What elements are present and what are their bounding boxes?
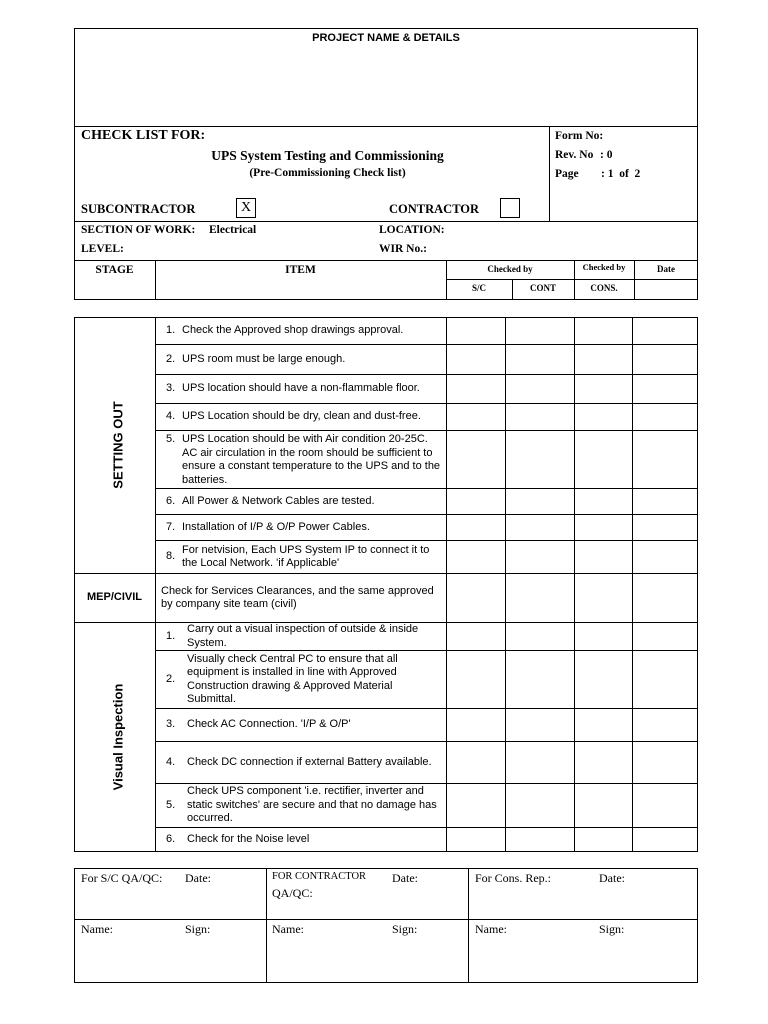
item-text: Check for Services Clearances, and the same approved by company site team (civil) xyxy=(161,584,434,610)
list-item xyxy=(155,431,447,488)
item-text: All Power & Network Cables are tested. xyxy=(182,494,375,507)
item-text: For netvision, Each UPS System IP to connect it to the Local Network. 'if Applicable' xyxy=(182,543,430,569)
contractor-label: CONTRACTOR xyxy=(389,202,480,216)
contractor-checkbox[interactable] xyxy=(500,198,520,218)
section-of-work-label: SECTION OF WORK: xyxy=(81,224,196,236)
location-label: LOCATION: xyxy=(379,224,445,236)
item-number: 8. xyxy=(166,550,176,563)
cons-rep-label: For Cons. Rep.: xyxy=(475,871,552,885)
checklist-title: UPS System Testing and Commissioning xyxy=(211,148,444,163)
mep-civil-stage-label: MEP/CIVIL xyxy=(86,591,142,603)
level-label: LEVEL: xyxy=(81,243,124,255)
item-number: 3. xyxy=(166,718,176,731)
cons-header: CONS. xyxy=(590,283,618,293)
cons-sign-label: Sign: xyxy=(599,922,625,936)
item-text: UPS location should have a non-flammable floor. xyxy=(182,382,420,395)
contractor-qaqc-label-1: FOR CONTRACTOR xyxy=(272,871,367,882)
contractor-qaqc-label-2: QA/QC: xyxy=(272,886,313,900)
list-item xyxy=(155,345,447,374)
list-item xyxy=(155,515,447,540)
checklist-subtitle: (Pre-Commissioning Check list) xyxy=(249,167,406,179)
item-text: Installation of I/P & O/P Power Cables. xyxy=(182,520,370,533)
stage-header: STAGE xyxy=(95,264,134,276)
project-title: PROJECT NAME & DETAILS xyxy=(312,32,460,44)
page-value: : 1 of 2 xyxy=(601,168,641,180)
list-item xyxy=(155,489,447,514)
item-text: UPS Location should be dry, clean and dust-free. xyxy=(182,410,421,423)
sc-qaqc-label: For S/C QA/QC: xyxy=(81,871,163,885)
item-text: UPS Location should be with Air condition 20-25C. AC air circulation in the room should be sufficient to ensure a constant temperature to the UPS and to the batteries. xyxy=(182,433,441,486)
subcontractor-checkbox[interactable]: X xyxy=(236,198,256,218)
checklist-label: CHECK LIST FOR: xyxy=(81,128,206,143)
item-number: 6. xyxy=(166,494,176,507)
item-header: ITEM xyxy=(285,264,316,276)
list-item xyxy=(155,375,447,403)
item-text: Check DC connection if external Battery available. xyxy=(187,755,432,768)
item-number: 4. xyxy=(166,755,176,768)
list-item xyxy=(155,742,447,783)
item-number: 5. xyxy=(166,433,176,445)
rev-no-value: : 0 xyxy=(600,149,613,161)
form-no-label: Form No: xyxy=(555,130,604,142)
list-item xyxy=(155,709,447,741)
contractor-name-label: Name: xyxy=(272,922,304,936)
item-text: Check for the Noise level xyxy=(187,832,310,845)
item-number: 5. xyxy=(166,798,176,811)
visual-inspection-stage-label: Visual Inspection xyxy=(110,683,126,791)
wir-label: WIR No.: xyxy=(379,243,427,255)
page-label: Page xyxy=(555,168,579,180)
item-number: 4. xyxy=(166,410,176,423)
item-number: 2. xyxy=(166,672,176,685)
setting-out-stage-label: SETTING OUT xyxy=(110,401,126,489)
list-item xyxy=(155,651,447,708)
item-number: 3. xyxy=(166,382,176,395)
cons-date-label: Date: xyxy=(599,871,625,885)
checked-by-header-2: Checked by xyxy=(582,262,626,272)
sc-date-label: Date: xyxy=(185,871,211,885)
item-text: Check AC Connection. 'I/P & O/P' xyxy=(187,718,351,731)
list-item xyxy=(155,541,447,573)
sc-name-label: Name: xyxy=(81,922,113,936)
list-item xyxy=(155,828,447,851)
item-number: 1. xyxy=(166,629,176,642)
sc-header: S/C xyxy=(471,283,486,293)
item-number: 1. xyxy=(166,324,176,337)
list-item xyxy=(155,404,447,430)
list-item xyxy=(155,574,447,622)
list-item xyxy=(155,784,447,827)
sc-sign-label: Sign: xyxy=(185,922,211,936)
contractor-date-label: Date: xyxy=(392,871,418,885)
item-text: Visually check Central PC to ensure that all equipment is installed in line with Approved Construction drawing & Approved Material Submittal. xyxy=(187,652,398,705)
contractor-sign-label: Sign: xyxy=(392,922,418,936)
list-item xyxy=(155,623,447,650)
item-number: 7. xyxy=(166,520,176,533)
item-number: 2. xyxy=(166,352,176,365)
subcontractor-label: SUBCONTRACTOR xyxy=(81,202,196,216)
item-number: 6. xyxy=(166,832,176,845)
cont-header: CONT xyxy=(529,283,556,293)
checked-by-header: Checked by xyxy=(487,264,533,274)
item-text: Check UPS component 'i.e. rectifier, inverter and static switches' are secure and that no damage has occurred. xyxy=(187,785,437,825)
rev-no-label: Rev. No xyxy=(555,149,594,161)
item-text: Carry out a visual inspection of outside & inside System. xyxy=(187,623,419,649)
item-text: UPS room must be large enough. xyxy=(182,352,346,365)
cons-name-label: Name: xyxy=(475,922,507,936)
item-text: Check the Approved shop drawings approval. xyxy=(182,324,404,337)
section-of-work-value: Electrical xyxy=(209,224,257,236)
date-header: Date xyxy=(657,264,675,274)
list-item xyxy=(155,318,447,344)
